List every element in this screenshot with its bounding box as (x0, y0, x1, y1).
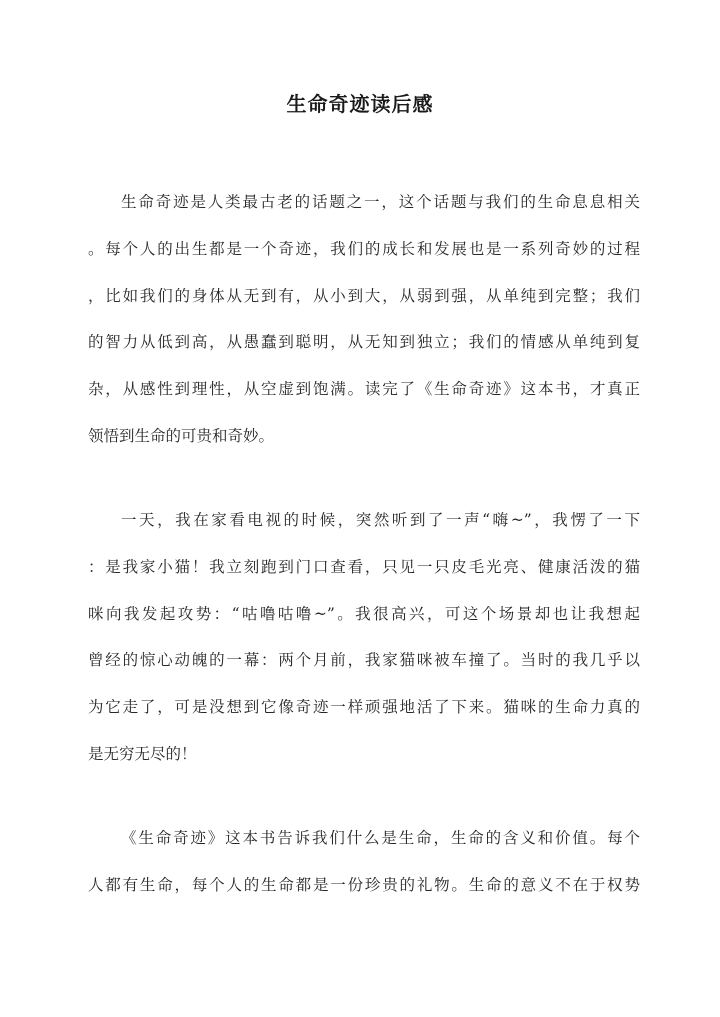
paragraph-line: 为它走了，可是没想到它像奇迹一样顽强地活了下来。猫咪的生命力真的 (88, 698, 640, 717)
paragraph-line: 曾经的惊心动魄的一幕：两个月前，我家猫咪被车撞了。当时的我几乎以 (88, 651, 640, 670)
paragraph-1 (88, 187, 640, 468)
paragraph-2 (88, 505, 640, 786)
paragraph-line: 的智力从低到高，从愚蠢到聪明，从无知到独立；我们的情感从单纯到复 (88, 333, 640, 352)
paragraph-line: 《生命奇迹》这本书告诉我们什么是生命，生命的含义和价值。每个 (121, 829, 640, 847)
paragraph-line: 一天，我在家看电视的时候，突然听到了一声“嗨~”，我愣了一下 (121, 511, 640, 529)
paragraph-line: 。每个人的出生都是一个奇迹，我们的成长和发展也是一系列奇妙的过程 (88, 239, 640, 258)
paragraph-line: ，比如我们的身体从无到有，从小到大，从弱到强，从单纯到完整；我们 (88, 286, 640, 305)
paragraph-line: 是无穷无尽的！ (88, 744, 197, 763)
paragraph-line: 杂，从感性到理性，从空虚到饱满。读完了《生命奇迹》这本书，才真正 (88, 380, 640, 399)
paragraph-3 (88, 823, 640, 917)
paragraph-line: 领悟到生命的可贵和奇妙。 (88, 426, 275, 445)
paragraph-line: ：是我家小猫！我立刻跑到门口查看，只见一只皮毛光亮、健康活泼的猫 (88, 557, 640, 576)
paragraph-line: 咪向我发起攻势：“咕噜咕噜~”。我很高兴，可这个场景却也让我想起 (88, 604, 640, 623)
document-title: 生命奇迹读后感 (286, 92, 434, 116)
paragraph-line: 生命奇迹是人类最古老的话题之一，这个话题与我们的生命息息相关 (121, 193, 640, 211)
paragraph-line: 人都有生命，每个人的生命都是一份珍贵的礼物。生命的意义不在于权势 (88, 875, 640, 894)
